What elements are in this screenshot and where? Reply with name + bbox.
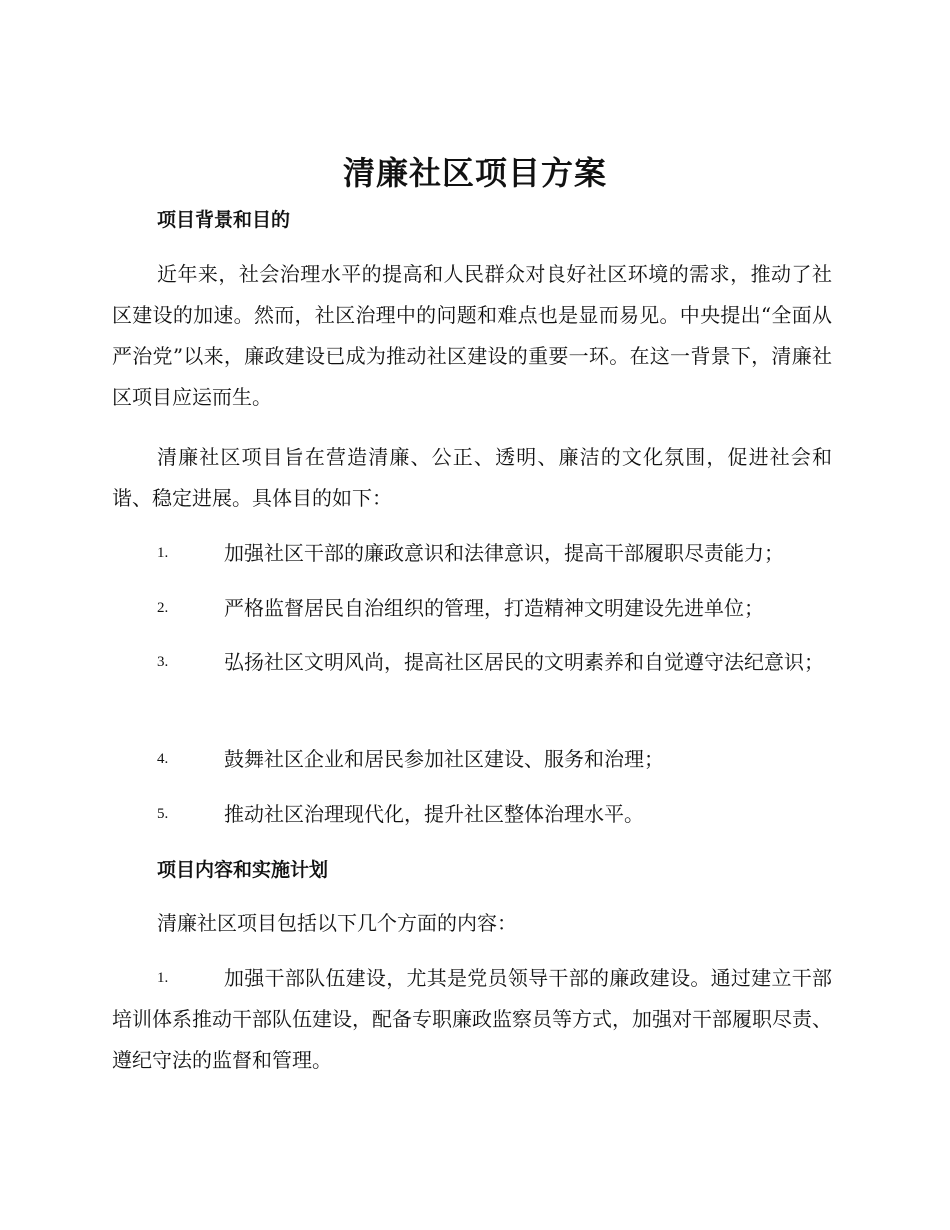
list-item-number: 2. [157,600,169,616]
section-heading-background: 项目背景和目的 [157,209,291,231]
section-heading-content-plan: 项目内容和实施计划 [157,859,329,881]
list-item-text: 加强社区干部的廉政意识和法律意识，提高干部履职尽责能力； [224,541,784,565]
list-item [112,642,832,683]
list-item [112,739,832,780]
paragraph-content-intro: 清廉社区项目包括以下几个方面的内容： [157,911,517,935]
list-item-number: 1. [157,545,169,561]
list-item-number: 1. [157,970,169,986]
list-item-text: 弘扬社区文明风尚，提高社区居民的文明素养和自觉遵守法纪意识； [224,650,824,674]
list-item [112,533,832,574]
list-item-text: 鼓舞社区企业和居民参加社区建设、服务和治理； [224,747,664,771]
list-item-number: 4. [157,751,169,767]
list-item-number: 5. [157,806,169,822]
list-item [112,588,832,629]
list-item-text: 严格监督居民自治组织的管理，打造精神文明建设先进单位； [224,596,764,620]
list-item [112,958,832,1081]
list-item-text: 加强干部队伍建设，尤其是党员领导干部的廉政建设。通过建立干部培训体系推动干部队伍建设，配备专职廉政监察员等方式，加强对干部履职尽责、遵纪守法的监督和管理。 [112,966,832,1072]
list-item-number: 3. [157,654,169,670]
document-title: 清廉社区项目方案 [342,154,607,192]
paragraph-objectives-intro: 清廉社区项目旨在营造清廉、公正、透明、廉洁的文化氛围，促进社会和谐、稳定进展。具体目的如下： [112,445,832,510]
paragraph-background: 近年来，社会治理水平的提高和人民群众对良好社区环境的需求，推动了社区建设的加速。然而，社区治理中的问题和难点也是显而易见。中央提出“全面从严治党”以来，廉政建设已成为推动社区建设的重要一环。在这一背景下，清廉社区项目应运而生。 [112,262,832,409]
list-item [112,794,832,835]
list-item-text: 推动社区治理现代化，提升社区整体治理水平。 [224,802,644,826]
